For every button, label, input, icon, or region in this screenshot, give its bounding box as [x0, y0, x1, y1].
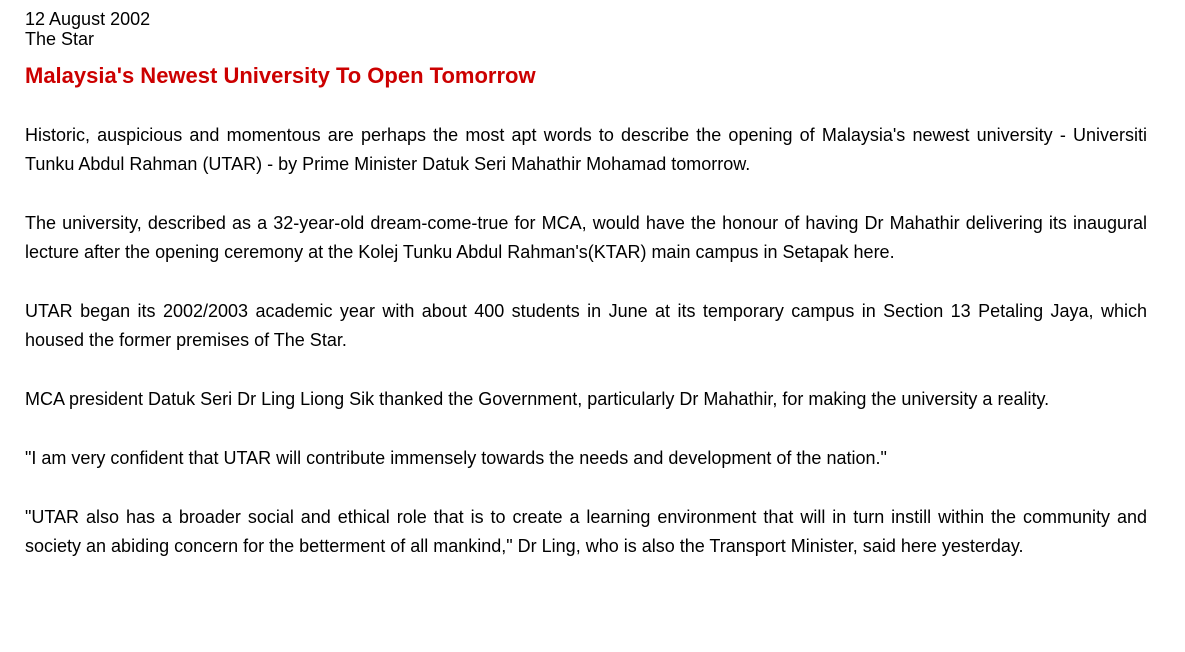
publication-source: The Star [25, 29, 95, 49]
article-headline: Malaysia's Newest University To Open Tomorrow [25, 63, 536, 88]
article-paragraph: "I am very confident that UTAR will contribute immensely towards the needs and development of the nation." [25, 448, 887, 468]
article-paragraph: Historic, auspicious and momentous are perhaps the most apt words to describe the opening of Malaysia's newest university - Universiti Tunku Abdul Rahman (UTAR) - by Prime Minister Datuk Seri Mahathir Mohamad tomorrow. [25, 125, 1147, 174]
article-body [25, 121, 1147, 561]
article-paragraph: The university, described as a 32-year-old dream-come-true for MCA, would have the honour of having Dr Mahathir delivering its inaugural lecture after the opening ceremony at the Kolej Tunku Abdul Rahman's(KTAR) main campus in Setapak here. [25, 213, 1147, 262]
article-paragraph: "UTAR also has a broader social and ethical role that is to create a learning environment that will in turn instill within the community and society an abiding concern for the betterment of all mankind," Dr Ling, who is also the Transport Minister, said here yesterday. [25, 507, 1147, 556]
publication-date: 12 August 2002 [25, 9, 151, 29]
article-paragraph: UTAR began its 2002/2003 academic year with about 400 students in June at its temporary campus in Section 13 Petaling Jaya, which housed the former premises of The Star. [25, 301, 1147, 350]
article-paragraph: MCA president Datuk Seri Dr Ling Liong Sik thanked the Government, particularly Dr Mahathir, for making the university a reality. [25, 389, 1050, 409]
